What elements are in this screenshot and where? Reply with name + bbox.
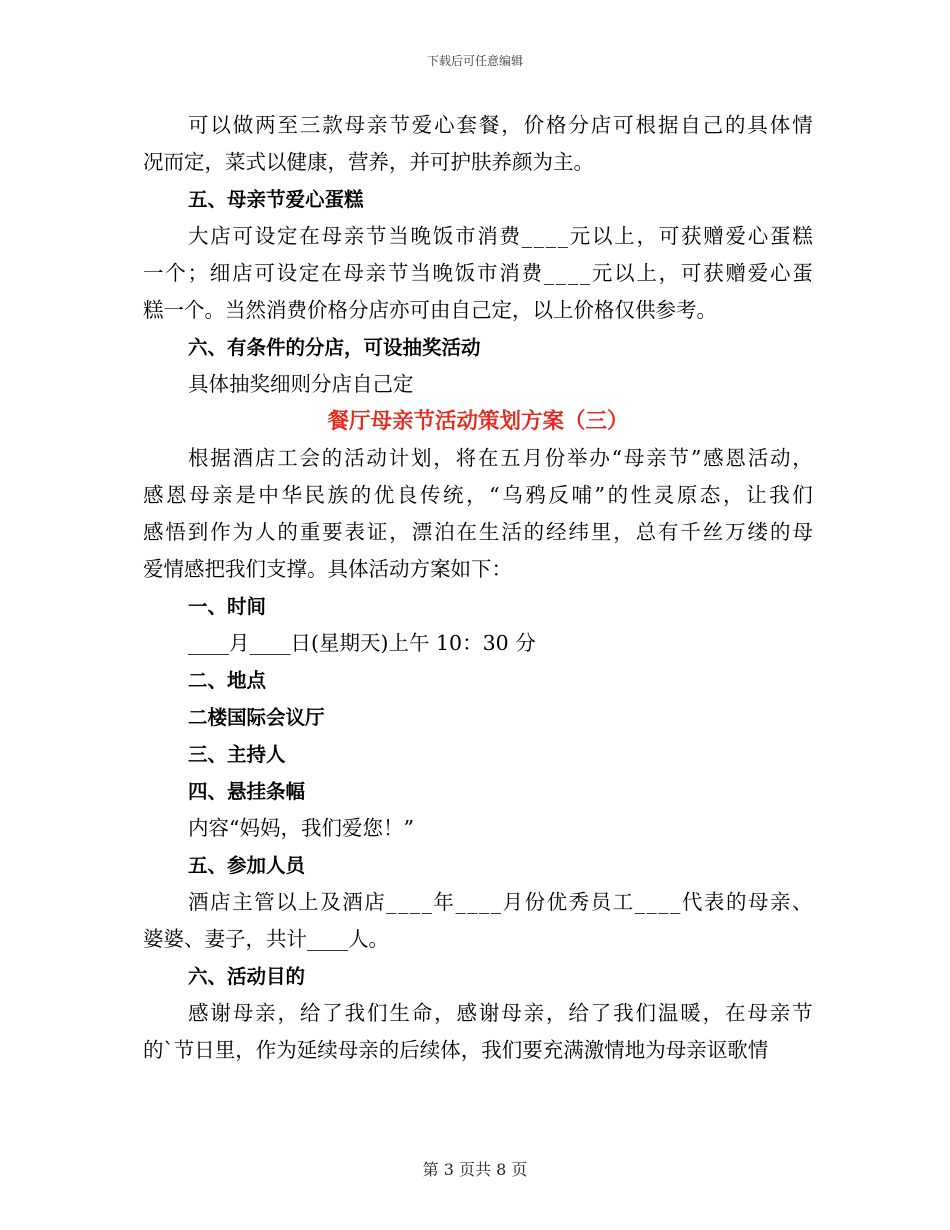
paragraph-line: 感 恩 母 亲 是 中 华 民 族 的 优 良 传 统 ， “ 乌 鸦 反 哺 ” 的 性 灵 原 态 ， 让 我 们 — [143, 483, 813, 507]
section-heading: 二、地点 — [188, 669, 267, 692]
paragraph-line: 可 以 做 两 至 三 款 母 亲 节 爱 心 套 餐 ， 价 格 分 店 可 根 据 自 己 的 具 体 情 — [188, 113, 813, 137]
section-heading: 五、母亲节爱心蛋糕 — [188, 188, 364, 211]
section-heading: 六、有条件的分店，可设抽奖活动 — [188, 336, 481, 359]
document-title: 餐厅母亲节活动策划方案（三） — [327, 409, 629, 434]
paragraph-line: ____月____日(星期天)上午 10：30 分 — [188, 631, 536, 655]
paragraph-line: 爱情感把我们支撑。具体活动方案如下： — [143, 557, 512, 581]
paragraph-line: 况而定，菜式以健康，营养，并可护肤养颜为主。 — [143, 150, 594, 174]
paragraph-line: 大 店 可 设 定 在 母 亲 节 当 晚 饭 市 消 费 _ _ _ _ 元 以 上 ， 可 获 赠 爱 心 蛋 糕 — [188, 224, 813, 248]
paragraph-line: 内容“妈妈，我们爱您！” — [188, 816, 414, 840]
paragraph-line: 根 据 酒 店 工 会 的 活 动 计 划 ， 将 在 五 月 份 举 办 “ 母 亲 节 ” 感 恩 活 动 ， — [188, 446, 813, 470]
paragraph-line: 感 谢 母 亲 ， 给 了 我 们 生 命 ， 感 谢 母 亲 ， 给 了 我 们 温 暖 ， 在 母 亲 节 — [188, 1001, 813, 1025]
section-heading: 三、主持人 — [188, 743, 286, 766]
section-heading: 四、悬挂条幅 — [188, 780, 306, 803]
paragraph-line: 婆婆、妻子，共计____人。 — [143, 927, 389, 951]
paragraph-line: 具体抽奖细则分店自己定 — [188, 372, 414, 396]
paragraph-line: 一 个 ； 细 店 可 设 定 在 母 亲 节 当 晚 饭 市 消 费 _ _ _ _ 元 以 上 ， 可 获 赠 爱 心 蛋 — [143, 261, 813, 285]
document-body — [143, 107, 813, 1069]
paragraph-line: 酒 店 主 管 以 上 及 酒 店 _ _ _ _ 年 _ _ _ _ 月 份 优 秀 员 工 _ _ _ _ 代 表 的 母 亲 、 — [188, 890, 813, 914]
page-number-footer: 第 3 页共 8 页 — [422, 1160, 528, 1179]
section-heading: 六、活动目的 — [188, 965, 306, 988]
paragraph-line: 糕一个。当然消费价格分店亦可由自己定，以上价格仅供参考。 — [143, 298, 717, 322]
section-heading: 二楼国际会议厅 — [188, 706, 325, 729]
section-heading: 一、时间 — [188, 595, 267, 618]
paragraph-line: 感 悟 到 作 为 人 的 重 要 表 证 ， 漂 泊 在 生 活 的 经 纬 里 ， 总 有 千 丝 万 缕 的 母 — [143, 520, 813, 544]
header-note: 下载后可任意编辑 — [426, 54, 523, 68]
section-heading: 五、参加人员 — [188, 854, 306, 877]
paragraph-line: 的`节日里，作为延续母亲的后续体，我们要充满激情地为母亲讴歌情 — [143, 1038, 769, 1062]
